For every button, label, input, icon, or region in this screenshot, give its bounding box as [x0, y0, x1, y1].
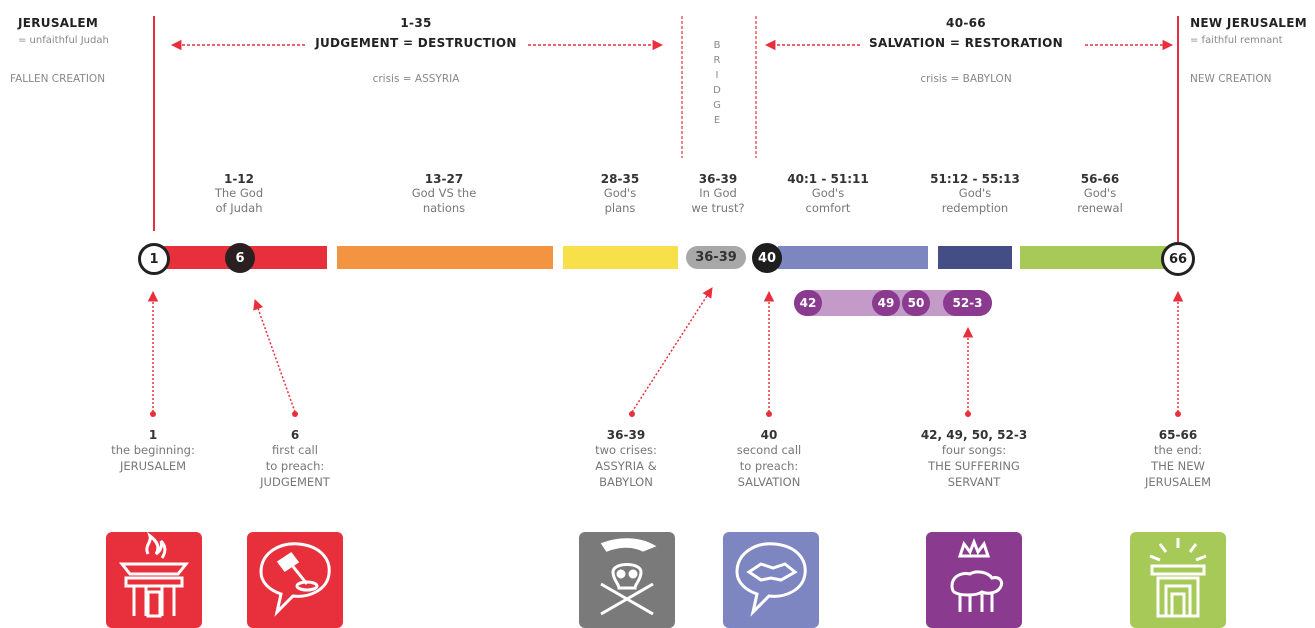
section-desc: of Judah — [215, 201, 263, 215]
event-second-call — [737, 428, 801, 490]
event-range: 65-66 — [1158, 428, 1198, 442]
new-jerusalem-title: NEW JERUSALEM — [1190, 16, 1307, 30]
event-line: SALVATION — [737, 475, 801, 489]
bar-36-39: 36-39 — [686, 246, 746, 269]
jerusalem-subtitle: = unfaithful Judah — [18, 35, 109, 46]
event-line: the end: — [1153, 443, 1203, 457]
pointer-dot — [629, 411, 635, 417]
event-line: to preach: — [265, 459, 325, 473]
pointer-dot — [150, 411, 156, 417]
section-desc: God's — [958, 186, 992, 200]
section-desc: we trust? — [691, 201, 745, 215]
section-desc: nations — [422, 201, 466, 215]
event-range: 36-39 — [606, 428, 646, 442]
section-desc: God's — [811, 186, 845, 200]
bridge-letter: B — [713, 40, 721, 51]
section-desc: The God — [214, 186, 264, 200]
event-line: JERUSALEM — [119, 459, 187, 473]
bridge-letter: G — [713, 100, 721, 111]
bridge-letter: I — [715, 70, 719, 81]
section-range: 56-66 — [1080, 172, 1120, 186]
event-line: to preach: — [739, 459, 799, 473]
pointer-6 — [255, 300, 295, 412]
event-range: 1 — [148, 428, 158, 442]
song-49: 49 — [872, 290, 900, 316]
event-line: the beginning: — [111, 443, 195, 457]
event-line: ASSYRIA & — [595, 459, 657, 473]
event-line: THE SUFFERING — [928, 459, 1020, 473]
section-range: 13-27 — [424, 172, 464, 186]
pointer-dot — [965, 411, 971, 417]
event-four-songs — [921, 428, 1027, 490]
bridge-letter: E — [713, 115, 721, 126]
pointer-36-39 — [632, 288, 712, 412]
section-range: 1-12 — [223, 172, 255, 186]
event-first-call — [260, 428, 330, 490]
part1-title: JUDGEMENT = DESTRUCTION — [315, 36, 517, 50]
section-desc: God VS the — [411, 186, 477, 200]
event-line: second call — [736, 443, 802, 457]
fallen-creation-label: FALLEN CREATION — [10, 73, 106, 85]
section-desc: renewal — [1077, 201, 1123, 215]
event-line: JERUSALEM — [1144, 475, 1212, 489]
pointer-dot — [292, 411, 298, 417]
new-creation-label: NEW CREATION — [1190, 73, 1272, 85]
new-jerusalem-subtitle: = faithful remnant — [1190, 35, 1283, 46]
bridge-letter: R — [713, 55, 721, 66]
section-desc: God's — [603, 186, 637, 200]
event-line: BABYLON — [599, 475, 653, 489]
marker-chapter-1: 1 — [138, 243, 170, 275]
event-line: THE NEW — [1151, 459, 1205, 473]
section-desc: plans — [604, 201, 636, 215]
skull-crossbones-icon — [579, 532, 675, 628]
event-line: four songs: — [941, 443, 1007, 457]
section-range: 28-35 — [600, 172, 640, 186]
event-line: SERVANT — [947, 475, 1001, 489]
crowned-lamb-icon — [926, 532, 1022, 628]
event-range: 6 — [290, 428, 300, 442]
part1-crisis: crisis = ASSYRIA — [372, 73, 460, 85]
part2-title: SALVATION = RESTORATION — [869, 36, 1063, 50]
speech-handshake-icon — [723, 532, 819, 628]
event-line: JUDGEMENT — [260, 475, 330, 489]
marker-chapter-40: 40 — [752, 243, 782, 273]
event-the-end — [1145, 428, 1211, 490]
section-range: 40:1 - 51:11 — [787, 172, 869, 186]
section-range: 51:12 - 55:13 — [930, 172, 1020, 186]
event-range: 40 — [760, 428, 778, 442]
speech-hammer-icon — [247, 532, 343, 628]
new-temple-icon — [1130, 532, 1226, 628]
section-desc: redemption — [941, 201, 1009, 215]
part1-range: 1-35 — [400, 16, 432, 30]
marker-chapter-66: 66 — [1161, 242, 1195, 276]
part2-crisis: crisis = BABYLON — [920, 73, 1012, 85]
part2-range: 40-66 — [946, 16, 986, 30]
section-desc: In God — [699, 186, 737, 200]
section-desc: comfort — [805, 201, 851, 215]
song-52-3: 52-3 — [943, 290, 992, 316]
jerusalem-title: JERUSALEM — [18, 16, 99, 30]
event-two-crises — [595, 428, 657, 490]
marker-chapter-6: 6 — [225, 243, 255, 273]
section-range: 36-39 — [698, 172, 738, 186]
bridge-letter: D — [713, 85, 721, 96]
pointer-dot — [766, 411, 772, 417]
song-50: 50 — [902, 290, 930, 316]
temple-fire-icon — [106, 532, 202, 628]
event-line: two crises: — [595, 443, 657, 457]
event-range: 42, 49, 50, 52-3 — [920, 428, 1028, 442]
event-line: first call — [272, 443, 318, 457]
song-42: 42 — [794, 290, 822, 316]
section-desc: God's — [1083, 186, 1117, 200]
pointer-dot — [1175, 411, 1181, 417]
event-beginning — [111, 428, 195, 474]
